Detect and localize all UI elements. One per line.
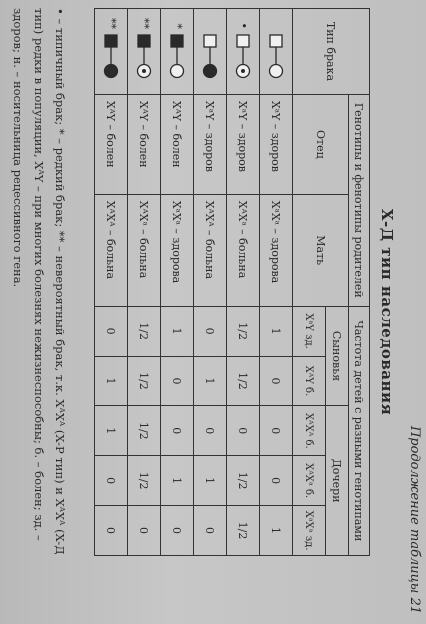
table-row bbox=[227, 9, 260, 556]
mother-cell: XᴬXᴬ – больна bbox=[95, 194, 128, 306]
continuation-caption: Продолжение таблицы 21 bbox=[407, 425, 422, 614]
pedigree-icon bbox=[234, 33, 252, 79]
frequency-cell: 1/2 bbox=[227, 306, 260, 356]
frequency-cell: 1/2 bbox=[128, 306, 161, 356]
healthy-female-icon bbox=[171, 65, 184, 78]
header-daughters: Дочери bbox=[326, 406, 349, 556]
frequency-cell: 1/2 bbox=[128, 406, 161, 456]
marriage-mark: • bbox=[237, 22, 250, 29]
frequency-cell: 0 bbox=[260, 456, 293, 506]
father-cell: XᴬY – болен bbox=[128, 94, 161, 194]
table-row bbox=[161, 9, 194, 556]
frequency-cell: 1 bbox=[194, 456, 227, 506]
mother-cell: XᵃXᵃ – здорова bbox=[161, 194, 194, 306]
marriage-mark: ** bbox=[105, 18, 118, 29]
marriage-type-cell bbox=[227, 9, 260, 95]
mother-cell: XᴬXᴬ – больна bbox=[194, 194, 227, 306]
frequency-cell: 1 bbox=[95, 406, 128, 456]
table-row bbox=[128, 9, 161, 556]
table-title: Х-Д тип наследования bbox=[378, 208, 396, 416]
frequency-cell: 0 bbox=[194, 506, 227, 556]
frequency-cell: 0 bbox=[260, 406, 293, 456]
pedigree-icon bbox=[135, 33, 153, 79]
header-col-5: XᵃXᵃ зд. bbox=[293, 506, 326, 556]
header-parents: Генотипы и фенотипы родителей bbox=[349, 94, 370, 306]
affected-female-icon bbox=[105, 65, 118, 78]
pedigree-icon bbox=[267, 33, 285, 79]
marriage-mark: * bbox=[171, 23, 184, 29]
frequency-cell: 1 bbox=[161, 456, 194, 506]
header-children: Частота детей с разными генотипами bbox=[349, 306, 370, 555]
marriage-type-cell bbox=[194, 9, 227, 95]
frequency-cell: 0 bbox=[194, 406, 227, 456]
frequency-cell: 0 bbox=[95, 456, 128, 506]
frequency-cell: 0 bbox=[161, 406, 194, 456]
marriage-mark: ** bbox=[138, 18, 151, 29]
table-row bbox=[95, 9, 128, 556]
marriage-type-cell bbox=[95, 9, 128, 95]
father-cell: XᵃY – здоров bbox=[260, 94, 293, 194]
table-row bbox=[194, 9, 227, 556]
carrier-dot-icon bbox=[241, 69, 245, 73]
pedigree-icon bbox=[168, 33, 186, 79]
frequency-cell: 1/2 bbox=[227, 356, 260, 406]
frequency-cell: 0 bbox=[260, 356, 293, 406]
father-cell: XᴬY – болен bbox=[95, 94, 128, 194]
mother-cell: XᴬXᵃ – больна bbox=[128, 194, 161, 306]
marriage-type-cell bbox=[128, 9, 161, 95]
header-marriage-type: Тип брака bbox=[293, 9, 370, 95]
inheritance-table bbox=[94, 8, 370, 556]
affected-male-icon bbox=[138, 35, 150, 47]
frequency-cell: 0 bbox=[227, 406, 260, 456]
frequency-cell: 0 bbox=[194, 306, 227, 356]
header-col-4: XᴬXᵃ б. bbox=[293, 456, 326, 506]
affected-female-icon bbox=[204, 65, 217, 78]
frequency-cell: 1 bbox=[161, 306, 194, 356]
mother-cell: XᵃXᵃ – здорова bbox=[260, 194, 293, 306]
header-sons: Сыновья bbox=[326, 306, 349, 406]
affected-male-icon bbox=[105, 35, 117, 47]
marriage-type-cell bbox=[161, 9, 194, 95]
pedigree-icon bbox=[201, 33, 219, 79]
frequency-cell: 1 bbox=[95, 356, 128, 406]
healthy-female-icon bbox=[270, 65, 283, 78]
frequency-cell: 0 bbox=[128, 506, 161, 556]
header-father: Отец bbox=[293, 94, 349, 194]
affected-male-icon bbox=[171, 35, 183, 47]
frequency-cell: 1 bbox=[260, 506, 293, 556]
header-col-1: XᵃY зд. bbox=[293, 306, 326, 356]
header-mother: Мать bbox=[293, 194, 349, 306]
carrier-dot-icon bbox=[142, 69, 146, 73]
frequency-cell: 0 bbox=[161, 356, 194, 406]
pedigree-icon bbox=[102, 33, 120, 79]
frequency-cell: 1 bbox=[194, 356, 227, 406]
header-col-2: XᴬY б. bbox=[293, 356, 326, 406]
frequency-cell: 1/2 bbox=[227, 506, 260, 556]
marriage-type-cell bbox=[260, 9, 293, 95]
frequency-cell: 1/2 bbox=[128, 456, 161, 506]
frequency-cell: 1 bbox=[260, 306, 293, 356]
healthy-male-icon bbox=[204, 35, 216, 47]
father-cell: XᵃY – здоров bbox=[194, 94, 227, 194]
healthy-male-icon bbox=[270, 35, 282, 47]
father-cell: XᵃY – здоров bbox=[227, 94, 260, 194]
frequency-cell: 0 bbox=[95, 506, 128, 556]
frequency-cell: 1/2 bbox=[227, 456, 260, 506]
mother-cell: XᴬXᵃ – больна bbox=[227, 194, 260, 306]
frequency-cell: 1/2 bbox=[128, 356, 161, 406]
footnote: • – типичный брак; * – редкий брак; ** – невероятный брак, т.к. XᴬXᴬ (X-P тип) и XᴬXᴬ (X-Д тип) редки в популяции, XᴬY – при многих болезнях нежизнеспособны; б. – болен; зд. – здоров; н. – носительница рецессивного гена. bbox=[11, 8, 67, 555]
frequency-cell: 0 bbox=[95, 306, 128, 356]
healthy-male-icon bbox=[237, 35, 249, 47]
frequency-cell: 0 bbox=[161, 506, 194, 556]
father-cell: XᴬY – болен bbox=[161, 94, 194, 194]
table-row bbox=[260, 9, 293, 556]
header-col-3: XᴬXᴬ б. bbox=[293, 406, 326, 456]
